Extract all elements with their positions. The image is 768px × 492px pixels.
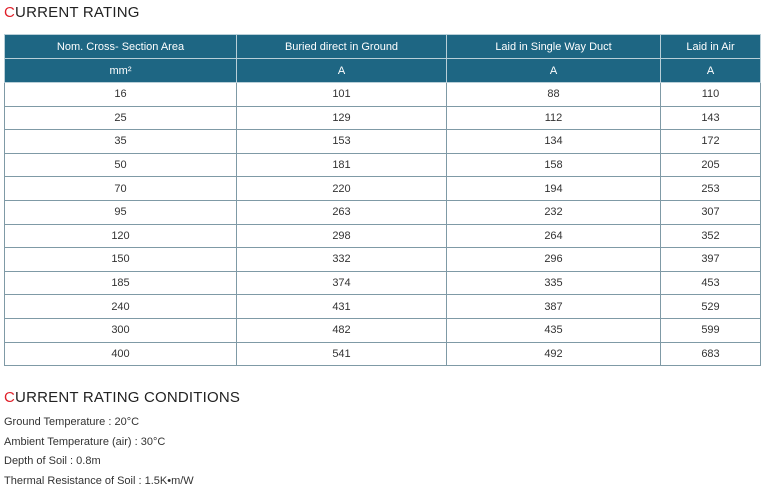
table-row (5, 224, 761, 248)
unit-cross-section: mm² (5, 59, 237, 83)
header-buried-ground: Buried direct in Ground (237, 35, 447, 59)
header-single-way-duct: Laid in Single Way Duct (447, 35, 661, 59)
table-row (5, 248, 761, 272)
cell-cross-section: 120 (5, 224, 237, 248)
table-row (5, 271, 761, 295)
cell-single-way-duct: 134 (447, 130, 661, 154)
heading-initial: C (4, 389, 16, 406)
unit-single-way-duct: A (447, 59, 661, 83)
rating-conditions-heading (4, 389, 240, 406)
cell-single-way-duct: 88 (447, 83, 661, 107)
cell-single-way-duct: 387 (447, 295, 661, 319)
cell-laid-in-air: 683 (661, 342, 761, 366)
cell-laid-in-air: 110 (661, 83, 761, 107)
table-body (5, 83, 761, 366)
table-row (5, 106, 761, 130)
current-rating-heading (4, 4, 140, 21)
current-rating-table (4, 34, 761, 366)
cell-single-way-duct: 335 (447, 271, 661, 295)
cell-cross-section: 16 (5, 83, 237, 107)
condition-item: Depth of Soil : 0.8m (4, 455, 101, 468)
cell-cross-section: 300 (5, 318, 237, 342)
condition-item: Ground Temperature : 20°C (4, 416, 140, 428)
cell-cross-section: 35 (5, 130, 237, 154)
table-header-row (5, 35, 761, 59)
cell-buried-ground: 374 (237, 271, 447, 295)
table-row (5, 83, 761, 107)
condition-item: Thermal Resistance of Soil : 1.5K•m/W (4, 475, 194, 488)
table-row (5, 342, 761, 366)
unit-laid-in-air: A (661, 59, 761, 83)
heading-rest: URRENT RATING CONDITIONS (15, 389, 241, 406)
cell-laid-in-air: 205 (661, 153, 761, 177)
cell-laid-in-air: 599 (661, 318, 761, 342)
cell-single-way-duct: 264 (447, 224, 661, 248)
cell-cross-section: 240 (5, 295, 237, 319)
cell-laid-in-air: 352 (661, 224, 761, 248)
condition-item: Ambient Temperature (air) : 30°C (4, 435, 166, 448)
header-laid-in-air: Laid in Air (661, 35, 761, 59)
cell-buried-ground: 129 (237, 106, 447, 130)
table-row (5, 130, 761, 154)
cell-cross-section: 95 (5, 200, 237, 224)
cell-buried-ground: 101 (237, 83, 447, 107)
cell-buried-ground: 220 (237, 177, 447, 201)
cell-laid-in-air: 253 (661, 177, 761, 201)
cell-cross-section: 150 (5, 248, 237, 272)
heading-rest: URRENT RATING (15, 4, 140, 21)
cell-laid-in-air: 397 (661, 248, 761, 272)
conditions-list (4, 413, 194, 492)
cell-single-way-duct: 435 (447, 318, 661, 342)
table-units-row (5, 59, 761, 83)
cell-single-way-duct: 296 (447, 248, 661, 272)
cell-buried-ground: 263 (237, 200, 447, 224)
cell-laid-in-air: 172 (661, 130, 761, 154)
cell-laid-in-air: 529 (661, 295, 761, 319)
table-row (5, 177, 761, 201)
cell-single-way-duct: 112 (447, 106, 661, 130)
cell-cross-section: 25 (5, 106, 237, 130)
cell-buried-ground: 431 (237, 295, 447, 319)
cell-laid-in-air: 307 (661, 200, 761, 224)
cell-cross-section: 70 (5, 177, 237, 201)
table-row (5, 153, 761, 177)
cell-buried-ground: 482 (237, 318, 447, 342)
cell-laid-in-air: 143 (661, 106, 761, 130)
cell-single-way-duct: 492 (447, 342, 661, 366)
cell-single-way-duct: 158 (447, 153, 661, 177)
header-cross-section: Nom. Cross- Section Area (5, 35, 237, 59)
cell-cross-section: 50 (5, 153, 237, 177)
cell-single-way-duct: 194 (447, 177, 661, 201)
cell-buried-ground: 332 (237, 248, 447, 272)
cell-laid-in-air: 453 (661, 271, 761, 295)
table-row (5, 200, 761, 224)
cell-cross-section: 400 (5, 342, 237, 366)
cell-single-way-duct: 232 (447, 200, 661, 224)
cell-buried-ground: 541 (237, 342, 447, 366)
cell-buried-ground: 298 (237, 224, 447, 248)
cell-cross-section: 185 (5, 271, 237, 295)
unit-buried-ground: A (237, 59, 447, 83)
cell-buried-ground: 153 (237, 130, 447, 154)
table-row (5, 318, 761, 342)
table-row (5, 295, 761, 319)
heading-initial: C (4, 4, 16, 21)
cell-buried-ground: 181 (237, 153, 447, 177)
